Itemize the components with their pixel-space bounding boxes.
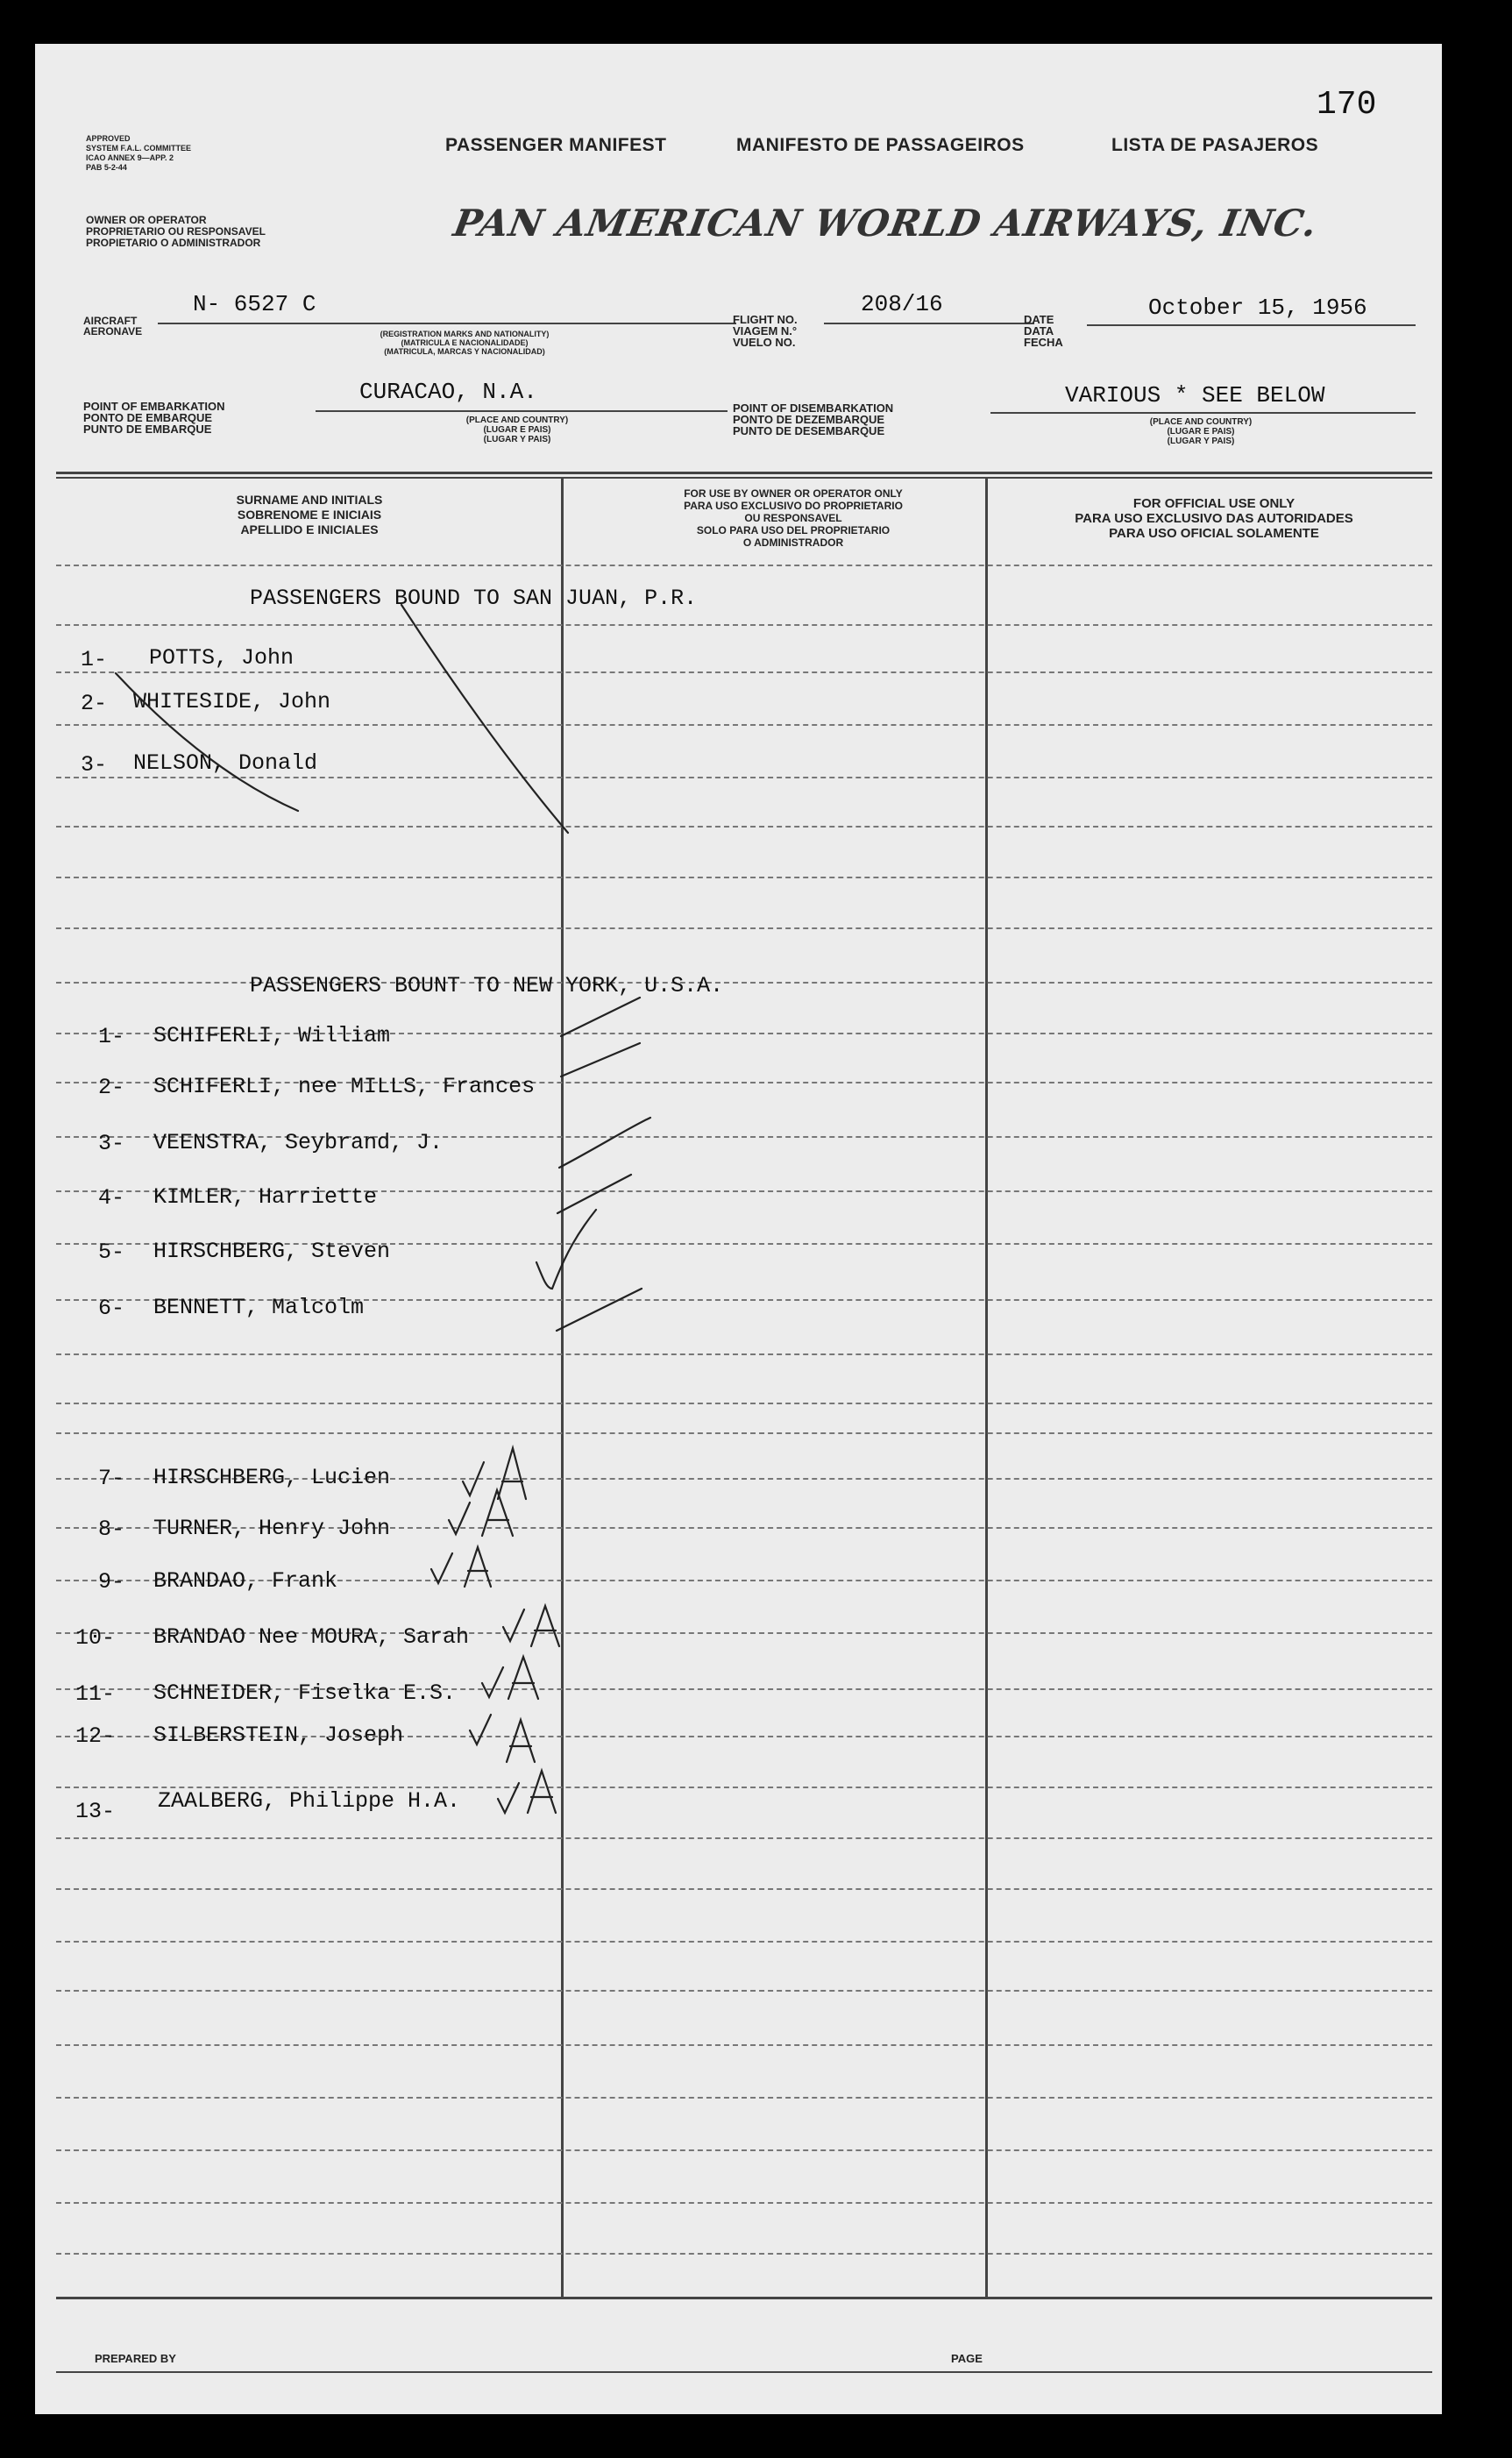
passenger-name: NELSON, Donald xyxy=(133,750,318,776)
section-heading-new-york: PASSENGERS BOUNT TO NEW YORK, U.S.A. xyxy=(250,973,724,998)
embarkation-label: POINT OF EMBARKATION PONTO DE EMBARQUE PUNTO DE EMBARQUE xyxy=(83,400,225,436)
check-mark xyxy=(463,1462,484,1495)
check-mark xyxy=(470,1715,491,1744)
date-value: October 15, 1956 xyxy=(1148,295,1367,321)
title-english: PASSENGER MANIFEST xyxy=(445,135,667,155)
check-mark xyxy=(498,1783,519,1813)
footer-rule xyxy=(56,2371,1432,2373)
page-number: 170 xyxy=(1317,86,1377,124)
date-label: DATE DATA FECHA xyxy=(1024,313,1063,349)
strike-through-stroke xyxy=(401,605,568,833)
letter-a-mark xyxy=(465,1547,491,1587)
check-mark xyxy=(561,1043,640,1076)
passenger-number: 10- xyxy=(75,1625,116,1651)
letter-a-mark xyxy=(507,1720,535,1762)
letter-a-mark xyxy=(498,1448,526,1499)
manifest-sheet xyxy=(35,44,1442,2414)
page-label: PAGE xyxy=(951,2352,983,2365)
disembarkation-label: POINT OF DISEMBARKATION PONTO DE DEZEMBARQUE PUNTO DE DESEMBARQUE xyxy=(733,401,894,437)
check-mark xyxy=(559,1118,650,1168)
letter-a-mark xyxy=(531,1606,559,1646)
disembarkation-sublabel: (PLACE AND COUNTRY) (LUGAR E PAIS) (LUGAR Y PAIS) xyxy=(1149,417,1253,446)
passenger-number: 9- xyxy=(98,1569,125,1595)
title-spanish: LISTA DE PASAJEROS xyxy=(1111,135,1319,155)
passenger-name: BENNETT, Malcolm xyxy=(153,1295,365,1320)
column-header-owner-use: FOR USE BY OWNER OR OPERATOR ONLY PARA USO EXCLUSIVO DO PROPRIETARIO OU RESPONSAVEL SOLO PARA USO DEL PROPRIETARIO O ADMINISTRADOR xyxy=(684,487,903,549)
approval-block: APPROVED SYSTEM F.A.L. COMMITTEE ICAO ANNEX 9—APP. 2 PAB 5-2-44 xyxy=(86,134,192,172)
passenger-name: WHITESIDE, John xyxy=(133,689,331,714)
passenger-number: 11- xyxy=(75,1681,116,1707)
letter-a-mark xyxy=(528,1771,556,1813)
airline-name: PAN AMERICAN WORLD AIRWAYS, INC. xyxy=(450,202,1321,245)
check-mark xyxy=(561,998,640,1036)
title-portuguese: MANIFESTO DE PASSAGEIROS xyxy=(736,135,1025,155)
passenger-number: 2- xyxy=(98,1075,125,1100)
owner-label: OWNER OR OPERATOR PROPRIETARIO OU RESPONSAVEL PROPIETARIO O ADMINISTRADOR xyxy=(86,214,266,249)
passenger-number: 13- xyxy=(75,1799,116,1824)
passenger-name: SILBERSTEIN, Joseph xyxy=(153,1723,404,1748)
passenger-name: TURNER, Henry John xyxy=(153,1516,391,1541)
aircraft-sublabel: (REGISTRATION MARKS AND NATIONALITY) (MATRICULA E NACIONALIDADE) (MATRICULA, MARCAS Y NACIONALIDAD) xyxy=(380,330,550,356)
passenger-name: HIRSCHBERG, Steven xyxy=(153,1239,391,1264)
section-heading-san-juan: PASSENGERS BOUND TO SAN JUAN, P.R. xyxy=(250,586,698,611)
passenger-number: 8- xyxy=(98,1517,125,1542)
prepared-by-label: PREPARED BY xyxy=(95,2352,176,2365)
passenger-number: 3- xyxy=(98,1131,125,1156)
column-header-official-use: FOR OFFICIAL USE ONLY PARA USO EXCLUSIVO DAS AUTORIDADES PARA USO OFICIAL SOLAMENTE xyxy=(1075,496,1353,541)
passenger-name: SCHIFERLI, nee MILLS, Frances xyxy=(153,1074,536,1099)
embarkation-value: CURACAO, N.A. xyxy=(359,379,537,405)
strike-through-stroke xyxy=(116,673,298,811)
passenger-name: BRANDAO Nee MOURA, Sarah xyxy=(153,1624,470,1650)
passenger-number: 7- xyxy=(98,1466,125,1491)
passenger-number: 4- xyxy=(98,1185,125,1211)
passenger-number: 12- xyxy=(75,1723,116,1749)
passenger-name: SCHNEIDER, Fiselka E.S. xyxy=(153,1680,457,1706)
aircraft-value: N- 6527 C xyxy=(193,291,316,317)
check-mark xyxy=(449,1503,470,1534)
flight-value: 208/16 xyxy=(861,291,943,317)
check-mark xyxy=(503,1609,524,1641)
check-mark xyxy=(557,1175,631,1213)
passenger-number: 5- xyxy=(98,1240,125,1265)
passenger-name: BRANDAO, Frank xyxy=(153,1568,338,1594)
passenger-number: 1- xyxy=(81,647,108,672)
disembarkation-value: VARIOUS * SEE BELOW xyxy=(1065,382,1325,408)
passenger-name: KIMLER, Harriette xyxy=(153,1184,378,1210)
check-mark xyxy=(431,1553,452,1583)
aircraft-label: AIRCRAFT AERONAVE xyxy=(83,315,143,337)
embarkation-sublabel: (PLACE AND COUNTRY) (LUGAR E PAIS) (LUGAR Y PAIS) xyxy=(465,416,569,444)
passenger-number: 2- xyxy=(81,691,108,716)
passenger-number: 1- xyxy=(98,1024,125,1049)
flight-label: FLIGHT NO. VIAGEM N.° VUELO NO. xyxy=(733,313,798,349)
check-mark xyxy=(536,1210,596,1289)
passenger-name: SCHIFERLI, William xyxy=(153,1023,391,1048)
check-mark xyxy=(557,1289,642,1331)
column-header-surname: SURNAME AND INITIALS SOBRENOME E INICIAIS APELLIDO E INICIALES xyxy=(236,493,383,536)
passenger-name: ZAALBERG, Philippe H.A. xyxy=(158,1788,461,1814)
passenger-name: POTTS, John xyxy=(149,645,295,671)
handwritten-marks xyxy=(35,44,1442,2414)
letter-a-mark xyxy=(508,1657,538,1699)
passenger-name: VEENSTRA, Seybrand, J. xyxy=(153,1130,444,1155)
passenger-number: 6- xyxy=(98,1296,125,1321)
passenger-number: 3- xyxy=(81,752,108,778)
passenger-name: HIRSCHBERG, Lucien xyxy=(153,1465,391,1490)
check-mark xyxy=(482,1667,503,1697)
